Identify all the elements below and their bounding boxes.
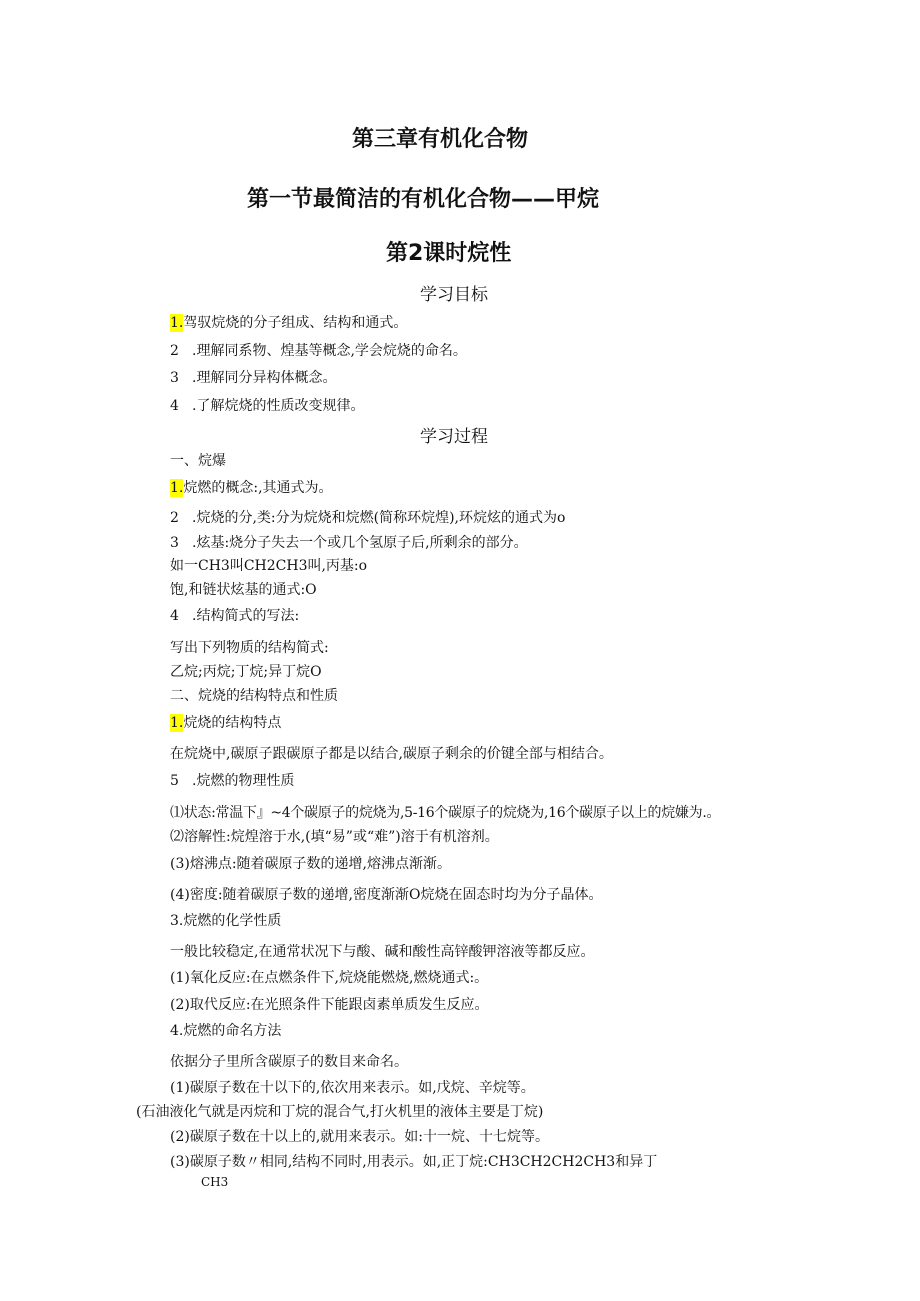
- goal-text-2: .理解同系物、煌基等概念,学会烷烧的命名。: [192, 343, 467, 359]
- p1-line-4b: 乙烷;丙烷;丁烷;异丁烷O: [170, 664, 322, 680]
- goal-text-1: 驾驭烷烧的分子组成、结构和通式。: [183, 315, 408, 331]
- p1-number-4: 4: [170, 608, 179, 624]
- p1-number-1: 1.: [170, 480, 184, 496]
- p2-line-5b: ⑵溶解性:烷煌溶于水,(填“易”或“难”)溶于有机溶剂。: [170, 829, 499, 845]
- p2-line-5d: (4)密度:随着碳原子数的递增,密度渐渐O烷烧在固态时均为分子晶体。: [170, 887, 603, 903]
- part2-title: 二、烷烧的结构特点和性质: [170, 688, 338, 704]
- p2-item-5: [170, 772, 294, 790]
- p1-number-3: 3: [170, 535, 179, 551]
- p1-text-2: .烷烧的分,类:分为烷烧和烷燃(简称环烷煌),环烷炫的通式为o: [192, 510, 566, 526]
- p1-text-1: 烷燃的概念:,其通式为。: [183, 480, 333, 496]
- goal-item-4: [170, 397, 364, 415]
- p2-line-4d: (2)碳原子数在十以上的,就用来表示。如:十一烷、十七烷等。: [170, 1129, 549, 1145]
- p2-text-5: .烷燃的物理性质: [192, 773, 295, 789]
- p2-line-5a: ⑴状态:常温下』~4个碳原子的烷烧为,5-16个碳原子的烷烧为,16个碳原子以上的烷嫌为.。: [170, 805, 721, 821]
- p2-line-4a: 依据分子里所含碳原子的数目来命名。: [170, 1054, 408, 1070]
- p1-text-3: .炫基:烧分子失去一个或几个氢原子后,所剩余的部分。: [192, 535, 528, 551]
- goal-item-2: [170, 342, 467, 360]
- goal-item-3: [170, 369, 336, 387]
- chapter-title: 第三章有机化合物: [352, 127, 529, 152]
- goal-number-1: 1.: [170, 315, 184, 331]
- goal-item-1: [170, 314, 407, 332]
- p1-number-2: 2: [170, 510, 179, 526]
- p1-line-4a: 写出下列物质的结构简式:: [170, 640, 329, 656]
- p2-line-4f-formula: CH3: [201, 1175, 229, 1189]
- p2-line-3b: (1)氧化反应:在点燃条件下,烷烧能燃烧,燃烧通式:。: [170, 970, 489, 986]
- p2-line-4b: (1)碳原子数在十以下的,依次用来表示。如,戊烷、辛烷等。: [170, 1080, 535, 1096]
- section-title: 第一节最简洁的有机化合物——甲烷: [247, 187, 600, 212]
- p1-item-2: [170, 509, 565, 527]
- p2-number-5: 5: [170, 773, 179, 789]
- p2-line-3: 3.烷燃的化学性质: [170, 913, 282, 929]
- p2-number-1: 1.: [170, 715, 184, 731]
- p1-item-3: [170, 534, 528, 552]
- goal-number-3: 3: [170, 370, 179, 386]
- p1-item-1: [170, 479, 333, 497]
- p1-text-4: .结构简式的写法:: [192, 608, 300, 624]
- process-heading: 学习过程: [420, 427, 488, 446]
- p2-line-4: 4.烷燃的命名方法: [170, 1023, 282, 1039]
- p2-line-1a: 在烷烧中,碳原子跟碳原子都是以结合,碳原子剩余的价键全部与相结合。: [170, 746, 613, 762]
- p2-line-4e: (3)碳原子数〃相同,结构不同时,用表示。如,正丁烷:CH3CH2CH2CH3和异丁: [170, 1154, 658, 1170]
- p2-text-1: 烷烧的结构特点: [183, 715, 282, 731]
- p2-item-1: [170, 714, 281, 732]
- p2-line-5c: (3)熔沸点:随着碳原子数的递增,熔沸点渐渐。: [170, 856, 451, 872]
- lesson-title: 第2课时烷性: [386, 241, 512, 266]
- p2-line-3a: 一般比较稳定,在通常状况下与酸、碱和酸性高锌酸钾溶液等都反应。: [170, 944, 595, 960]
- goal-text-4: .了解烷烧的性质改变规律。: [192, 398, 365, 414]
- goal-text-3: .理解同分异构体概念。: [192, 370, 337, 386]
- p1-item-4: [170, 607, 299, 625]
- part1-title: 一、烷爆: [170, 453, 226, 469]
- p1-line-3b: 饱,和链状炫基的通式:O: [170, 582, 317, 598]
- goals-heading: 学习目标: [420, 285, 488, 304]
- p2-line-3c: (2)取代反应:在光照条件下能跟卤素单质发生反应。: [170, 997, 489, 1013]
- p2-line-4c: (石油液化气就是丙烷和丁烷的混合气,打火机里的液体主要是丁烷): [136, 1104, 544, 1120]
- p1-line-3a: 如一CH3叫CH2CH3叫,丙基:o: [170, 558, 368, 574]
- goal-number-2: 2: [170, 343, 179, 359]
- goal-number-4: 4: [170, 398, 179, 414]
